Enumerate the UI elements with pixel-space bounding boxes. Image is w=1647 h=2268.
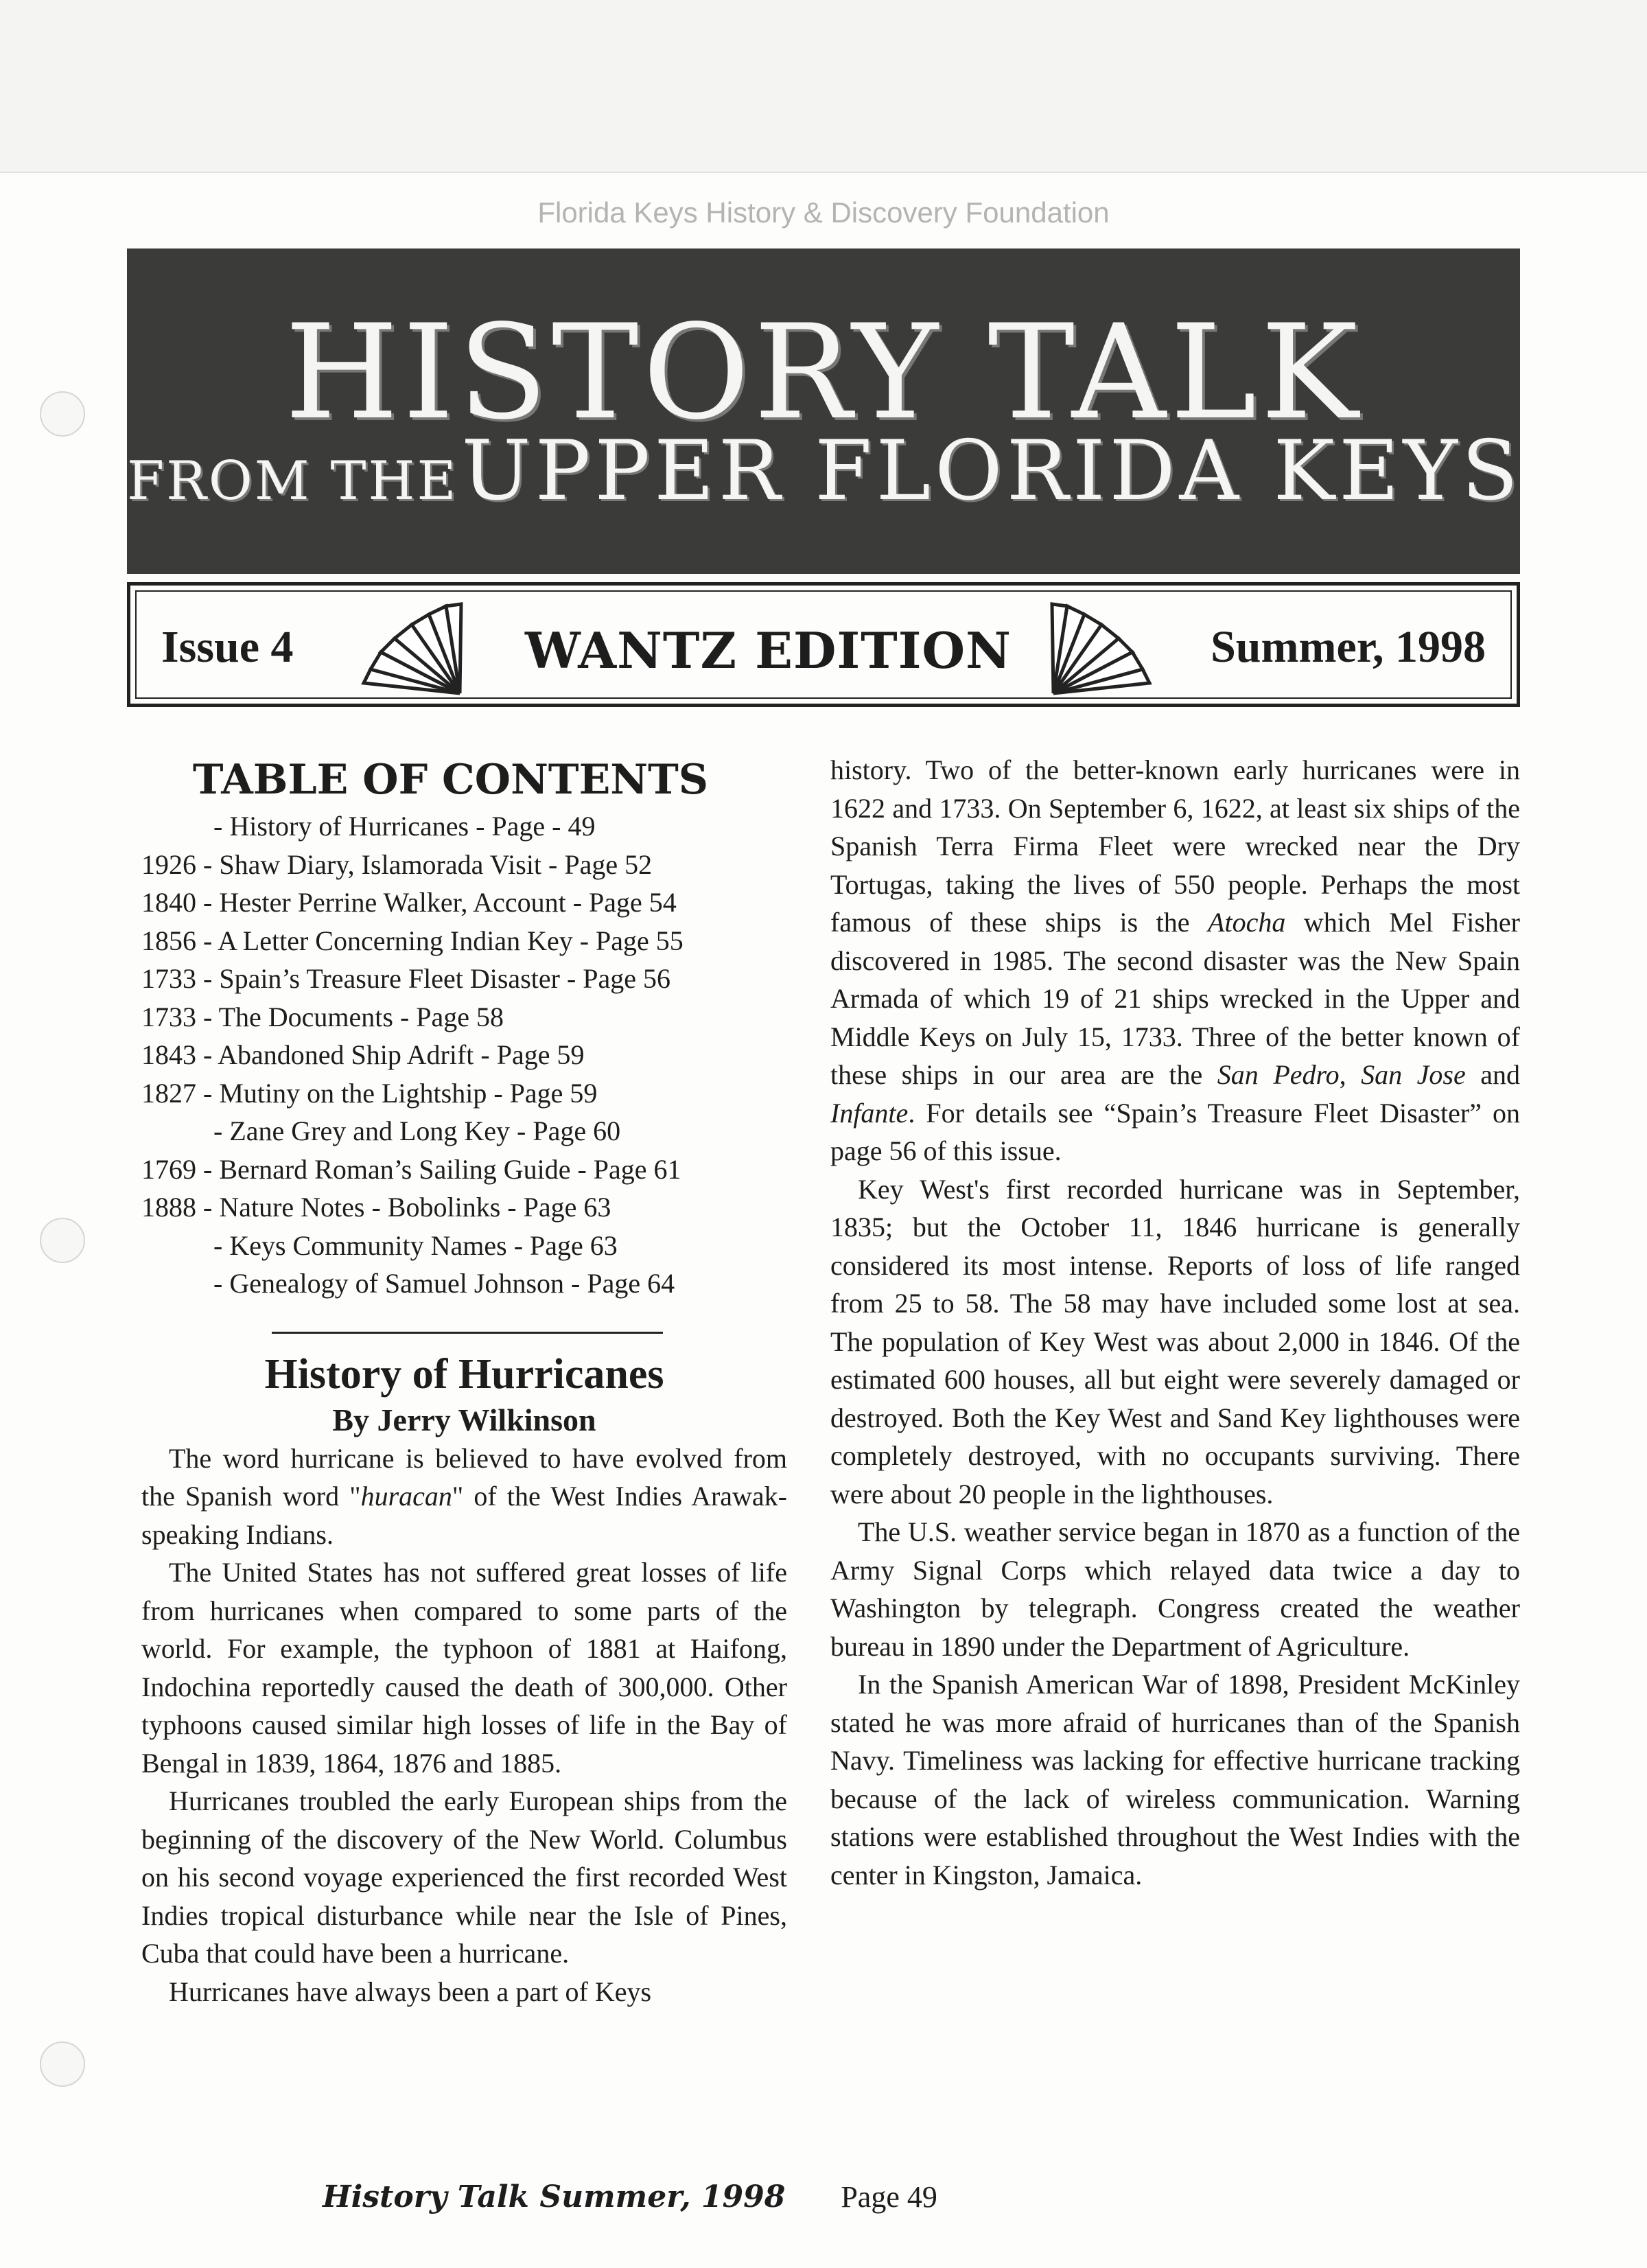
toc-item: 1856 - A Letter Concerning Indian Key - Page 55 — [141, 925, 684, 956]
right-column — [830, 751, 1520, 1894]
toc-list — [141, 807, 787, 1303]
italic-text: Atocha — [1208, 907, 1286, 938]
paragraph-text: , — [1339, 1059, 1362, 1090]
paragraph-text: The U.S. weather service began in 1870 as a function of the Army Signal Corps which relayed data twice a day to Washington by telegraph. Congress created the weather bureau in 1890 under the Department of Agriculture. — [830, 1516, 1520, 1662]
toc-item: 1888 - Nature Notes - Bobolinks - Page 63 — [141, 1192, 611, 1223]
article-paragraph — [141, 1439, 787, 1554]
fan-ornament-icon — [357, 601, 467, 697]
article-byline: By Jerry Wilkinson — [332, 1402, 596, 1437]
masthead-subtitle-small: FROM THE — [127, 450, 458, 512]
issue-date: Summer, 1998 — [1211, 622, 1486, 672]
watermark: Florida Keys History & Discovery Foundation — [537, 196, 1110, 229]
paragraph-text: and — [1465, 1059, 1521, 1090]
paragraph-text: " of the West Indies Arawak-speaking Indians. — [141, 1481, 787, 1550]
toc-item: 1926 - Shaw Diary, Islamorada Visit - Page 52 — [141, 848, 653, 880]
italic-text: huracan — [360, 1481, 452, 1512]
toc-item: - Zane Grey and Long Key - Page 60 — [213, 1115, 621, 1146]
toc-item: - Keys Community Names - Page 63 — [213, 1229, 618, 1261]
article-paragraph — [830, 1170, 1520, 1514]
binder-hole — [40, 2041, 85, 2087]
toc-item: - History of Hurricanes - Page - 49 — [213, 811, 596, 842]
italic-text: Infante — [830, 1097, 909, 1129]
issue-number: Issue 4 — [161, 622, 294, 672]
toc-heading: TABLE OF CONTENTS — [192, 756, 709, 804]
binder-hole — [40, 391, 85, 437]
toc-item: 1843 - Abandoned Ship Adrift - Page 59 — [141, 1039, 585, 1070]
article-paragraph — [830, 1513, 1520, 1665]
masthead-subtitle — [127, 424, 1523, 519]
paragraph-text: . For details see “Spain’s Treasure Fleet Disaster” on page 56 of this issue. — [830, 1097, 1520, 1166]
toc-item: 1733 - The Documents - Page 58 — [141, 1001, 504, 1032]
divider — [272, 1332, 663, 1334]
paragraph-text: In the Spanish American War of 1898, President McKinley stated he was more afraid of hurricanes than of the Spanish Navy. Timeliness was lacking for effective hurricane tracking because of the lack of wireless communication. Warning stations were established throughout the West Indies with the center in Kingston, Jamaica. — [830, 1669, 1520, 1890]
left-column — [141, 752, 787, 2011]
toc-item: 1733 - Spain’s Treasure Fleet Disaster - Page 56 — [141, 963, 671, 994]
edition-title: WANTZ EDITION — [525, 621, 1012, 680]
masthead-title: HISTORY TALK — [284, 297, 1363, 448]
italic-text: San Pedro — [1217, 1059, 1340, 1090]
paragraph-text: Hurricanes have always been a part of Keys — [169, 1976, 652, 2007]
article-body-right — [830, 751, 1520, 1894]
article-paragraph — [830, 751, 1520, 1170]
footer-publication: History Talk Summer, 1998 — [323, 2179, 786, 2214]
paragraph-text: The United States has not suffered great losses of life from hurricanes when compared to some parts of the world. For example, the typhoon of 1881 at Haifong, Indochina reportedly caused the death of 300,000. Other typhoons caused similar high losses of life in the Bay of Bengal in 1839, 1864, 1876 and 1885. — [141, 1557, 787, 1779]
edition-bar — [127, 582, 1520, 707]
toc-item: 1840 - Hester Perrine Walker, Account - Page 54 — [141, 887, 677, 918]
fan-ornament-icon — [1047, 601, 1156, 697]
article-paragraph — [830, 1665, 1520, 1894]
masthead-banner — [127, 248, 1523, 574]
masthead-subtitle-big: UPPER FLORIDA KEYS — [461, 424, 1523, 519]
toc-item: - Genealogy of Samuel Johnson - Page 64 — [213, 1268, 675, 1299]
article-body-left — [141, 1439, 787, 2011]
paragraph-text: The word hurricane is believed to have evolved from the Spanish word " — [141, 1442, 787, 1512]
article-paragraph — [141, 1782, 787, 1973]
paragraph-text: Key West's first recorded hurricane was in September, 1835; but the October 11, 1846 hurricane is generally considered its most intense. Reports of loss of life ranged from 25 to 58. The 58 may have included some lost at sea. The population of Key West was about 2,000 in 1846. Of the estimated 600 houses, all but eight were severely damaged or destroyed. Both the Key West and Sand Key lighthouses were completely destroyed, with no occupants surviving. There were about 20 people in the lighthouses. — [830, 1173, 1520, 1509]
page-number: Page 49 — [841, 2180, 937, 2214]
article-paragraph — [141, 1973, 787, 2011]
article-title: History of Hurricanes — [264, 1350, 664, 1398]
toc-item: 1827 - Mutiny on the Lightship - Page 59 — [141, 1077, 598, 1109]
paragraph-text: history. Two of the better-known early hurricanes were in 1622 and 1733. On September 6, 1622, at least six ships of the Spanish Terra Firma Fleet were wrecked near the Dry Tortugas, taking the lives of 550 people. Perhaps the most famous of these ships is the — [830, 754, 1520, 938]
italic-text: San Jose — [1361, 1059, 1466, 1090]
page-footer — [323, 2179, 937, 2214]
toc-item: 1769 - Bernard Roman’s Sailing Guide - Page 61 — [141, 1153, 681, 1185]
paragraph-text: Hurricanes troubled the early European ships from the beginning of the discovery of the New World. Columbus on his second voyage experienced the first recorded West Indies tropical disturbance while near the Isle of Pines, Cuba that could have been a hurricane. — [141, 1785, 787, 1969]
binder-hole — [40, 1218, 85, 1263]
article-paragraph — [141, 1553, 787, 1782]
paragraph-text: which Mel Fisher discovered in 1985. The second disaster was the New Spain Armada of which 19 of 21 ships wrecked in the Upper and Middle Keys on July 15, 1733. Three of the better known of these ships in our area are the — [830, 907, 1520, 1090]
